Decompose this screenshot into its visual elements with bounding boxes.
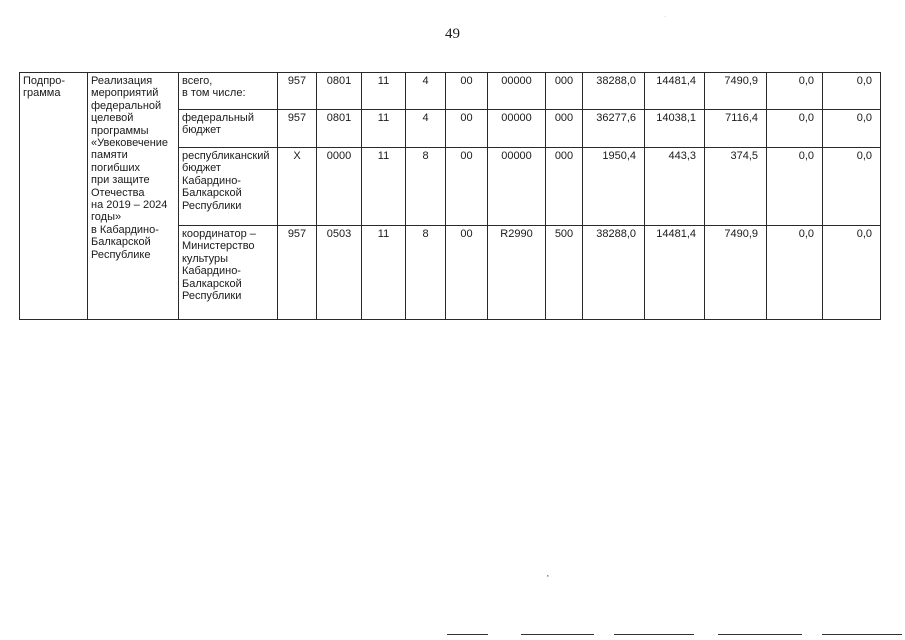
cell-rzpr: 0503 [317, 226, 362, 320]
cell-v5: 0,0 [823, 110, 881, 148]
footer-rule [521, 634, 594, 635]
page-number: 49 [445, 26, 460, 42]
cell-c4: 00000 [488, 148, 546, 226]
cell-c1: 11 [362, 110, 406, 148]
cell-c1: 11 [362, 73, 406, 110]
footer-rule [718, 634, 802, 635]
cell-c2: 4 [406, 73, 446, 110]
cell-vr: 000 [546, 110, 583, 148]
cell-v5: 0,0 [823, 148, 881, 226]
cell-rzpr: 0801 [317, 73, 362, 110]
cell-rzpr: 0000 [317, 148, 362, 226]
funding-source-cell [179, 73, 278, 110]
budget-table-body [20, 73, 881, 320]
cell-v3: 7490,9 [705, 73, 767, 110]
funding-source: федеральный бюджет [182, 112, 254, 137]
cell-v3: 7116,4 [705, 110, 767, 148]
cell-c3: 00 [446, 148, 488, 226]
cell-v2: 14481,4 [645, 226, 705, 320]
cell-c2: 8 [406, 226, 446, 320]
cell-vr: 500 [546, 226, 583, 320]
cell-v4: 0,0 [767, 148, 823, 226]
cell-v2: 14481,4 [645, 73, 705, 110]
cell-v1: 36277,6 [583, 110, 645, 148]
cell-c4: 00000 [488, 110, 546, 148]
scan-speck: · [546, 570, 550, 582]
cell-grbs: Х [278, 148, 317, 226]
cell-c3: 00 [446, 110, 488, 148]
cell-v5: 0,0 [823, 226, 881, 320]
funding-source: координатор – Министерство культуры Кабардино- Балкарской Республики [182, 228, 256, 303]
cell-rzpr: 0801 [317, 110, 362, 148]
cell-v4: 0,0 [767, 73, 823, 110]
cell-c4: 00000 [488, 73, 546, 110]
cell-v3: 7490,9 [705, 226, 767, 320]
program-type-cell [20, 73, 88, 320]
cell-v5: 0,0 [823, 73, 881, 110]
footer-rule [822, 634, 902, 635]
cell-v1: 38288,0 [583, 73, 645, 110]
table-row [20, 73, 881, 110]
cell-c1: 11 [362, 226, 406, 320]
cell-v1: 38288,0 [583, 226, 645, 320]
cell-c1: 11 [362, 148, 406, 226]
scan-speck: · [664, 14, 666, 20]
cell-v1: 1950,4 [583, 148, 645, 226]
cell-c2: 8 [406, 148, 446, 226]
cell-grbs: 957 [278, 73, 317, 110]
cell-v2: 443,3 [645, 148, 705, 226]
cell-grbs: 957 [278, 110, 317, 148]
cell-c3: 00 [446, 73, 488, 110]
footer-rule [614, 634, 694, 635]
cell-c2: 4 [406, 110, 446, 148]
footer-rule [447, 634, 488, 635]
program-name-cell [88, 73, 179, 320]
cell-vr: 000 [546, 148, 583, 226]
cell-v4: 0,0 [767, 110, 823, 148]
cell-c3: 00 [446, 226, 488, 320]
program-type: Подпро- грамма [23, 75, 66, 100]
budget-table [19, 72, 881, 320]
funding-source-cell [179, 110, 278, 148]
cell-vr: 000 [546, 73, 583, 110]
cell-v4: 0,0 [767, 226, 823, 320]
cell-grbs: 957 [278, 226, 317, 320]
cell-c4: R2990 [488, 226, 546, 320]
funding-source-cell [179, 226, 278, 320]
funding-source: всего, в том числе: [182, 75, 246, 100]
funding-source: республиканский бюджет Кабардино- Балкарской Республики [182, 150, 270, 212]
funding-source-cell [179, 148, 278, 226]
cell-v2: 14038,1 [645, 110, 705, 148]
program-name: Реализация мероприятий федеральной целевой программы «Увековечение памяти погибших при защите Отечества на 2019 – 2024 годы» в Кабардино- Балкарской Республике [91, 75, 169, 261]
cell-v3: 374,5 [705, 148, 767, 226]
